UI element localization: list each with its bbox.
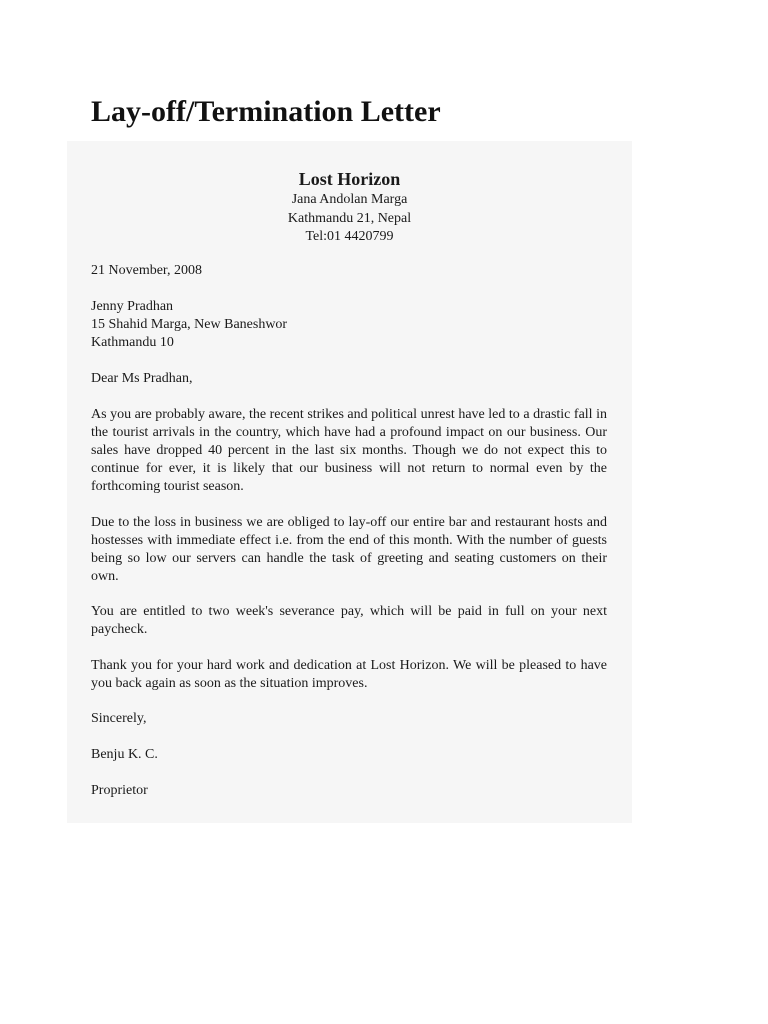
letter-date: 21 November, 2008 — [91, 263, 203, 278]
recipient-name: Jenny Pradhan — [91, 299, 174, 314]
signatory-name: Benju K. C. — [91, 747, 158, 762]
signatory-title: Proprietor — [91, 783, 148, 798]
letterhead — [67, 167, 632, 247]
letter-panel — [67, 141, 632, 823]
paragraph-1: As you are probably aware, the recent strikes and political unrest have led to a drastic fall in the tourist arrivals in the country, which have had a profound impact on our business. Our sales have dropped 40 percent in the last six months. Though we do not expect this to continue for ever, it is likely that our business will not return to normal even by the forthcoming tourist season. — [91, 407, 607, 494]
paragraph-2: Due to the loss in business we are obliged to lay-off our entire bar and restaurant hosts and hostesses with immediate effect i.e. from the end of this month. With the number of guests being so low our servers can handle the task of greeting and seating customers on their own. — [91, 515, 607, 584]
salutation: Dear Ms Pradhan, — [91, 371, 193, 386]
recipient-address-line-1: 15 Shahid Marga, New Baneshwor — [91, 317, 288, 332]
company-address-line-1: Jana Andolan Marga — [291, 192, 408, 207]
company-name: Lost Horizon — [298, 169, 401, 189]
page-title: Lay-off/Termination Letter — [91, 95, 441, 128]
recipient-address-line-2: Kathmandu 10 — [91, 335, 174, 350]
paragraph-3: You are entitled to two week's severance pay, which will be paid in full on your next paycheck. — [91, 604, 607, 637]
company-address-line-2: Kathmandu 21, Nepal — [287, 210, 412, 226]
company-phone: Tel:01 4420799 — [305, 229, 394, 244]
closing: Sincerely, — [91, 711, 147, 726]
paragraph-4: Thank you for your hard work and dedication at Lost Horizon. We will be pleased to have you back again as soon as the situation improves. — [91, 658, 607, 691]
recipient-address — [91, 298, 607, 352]
